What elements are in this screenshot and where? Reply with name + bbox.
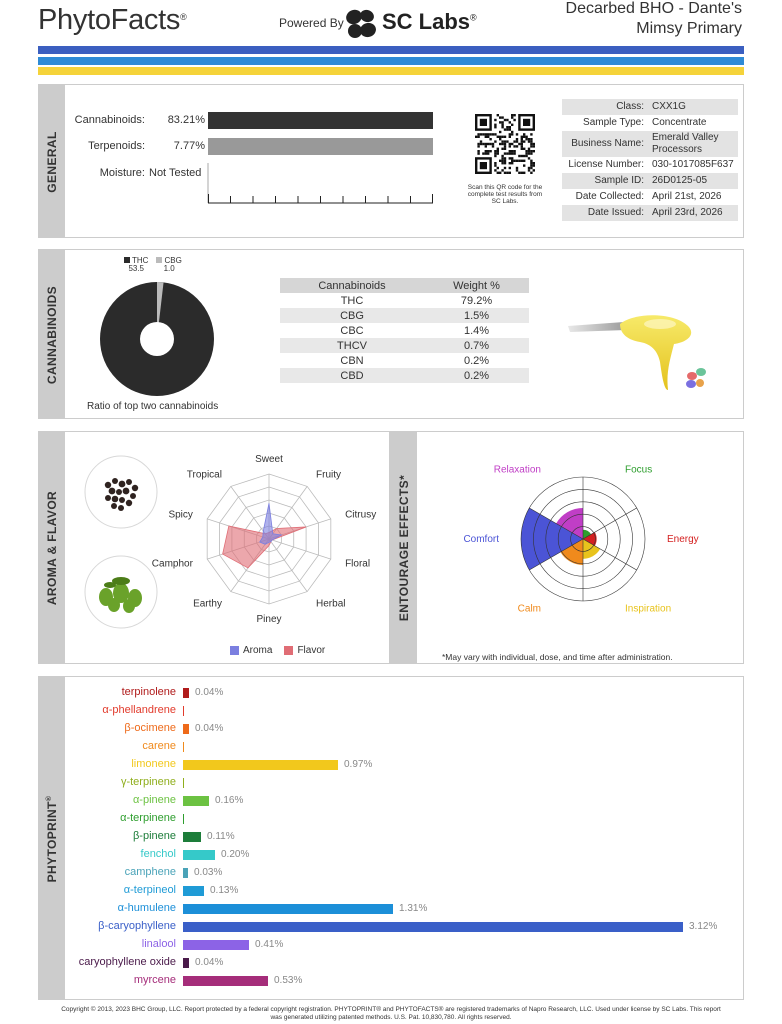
- cannabinoid-weight-table: [280, 278, 529, 383]
- cannabinoid-name-cell: THC: [340, 294, 364, 307]
- legend-aroma-label: Aroma: [243, 645, 273, 656]
- sample-info-value: 26D0125-05: [648, 173, 738, 189]
- sample-info-row: [562, 115, 738, 131]
- terpene-name: γ-terpinene: [120, 776, 176, 788]
- sample-info-value: Concentrate: [652, 117, 707, 128]
- terpene-name: β-caryophyllene: [98, 920, 176, 932]
- general-sidebar: [39, 85, 65, 237]
- cannabinoid-weight-cell: 79.2%: [460, 294, 493, 307]
- entourage-section-label: [397, 475, 411, 621]
- terpene-value: 0.53%: [274, 975, 303, 986]
- radar-axis-label: Earthy: [193, 598, 222, 610]
- legend-swatch-aroma: [230, 646, 239, 655]
- cannabinoids-bar: [208, 112, 433, 129]
- radar-axis-label: Floral: [345, 558, 371, 570]
- sample-info-key: Class:: [562, 99, 648, 115]
- cannabinoid-table-row: [280, 323, 529, 338]
- legend-swatch-flavor: [284, 646, 293, 655]
- terpene-value: 0.03%: [194, 867, 223, 878]
- terpene-bar: [183, 976, 268, 986]
- cannabinoid-table-header-cell: Weight %: [424, 278, 529, 293]
- cannabinoid-donut-chart: [96, 278, 218, 400]
- entourage-sidebar: [391, 432, 417, 663]
- cannabinoid-weight-cell: 0.2%: [424, 368, 529, 383]
- terpene-bar: [183, 886, 204, 896]
- pie-legend: [124, 257, 182, 273]
- cannabinoids-sidebar: [39, 250, 65, 418]
- aroma-flavor-panel: [38, 431, 390, 664]
- sample-info-key: Business Name:: [562, 131, 648, 157]
- cannabinoid-weight-cell: 1.4%: [463, 324, 490, 337]
- radar-axis-label: Citrusy: [345, 509, 377, 521]
- pie-legend-cbg: [156, 257, 181, 273]
- terpene-name: α-humulene: [117, 902, 176, 914]
- legend-name-cbg: CBG: [164, 256, 182, 265]
- sample-info-key: Date Issued:: [562, 205, 648, 221]
- terpene-bar: [183, 958, 189, 968]
- legend-swatch-thc: [124, 257, 130, 263]
- footer-line1: Copyright © 2013, 2023 BHC Group, LLC. Report protected by a federal copyright registration. PHYTOPRINT® and PHYTOFACTS® are registered trademarks of Napro Research, LLC. Used under license by SC Labs. This report: [61, 1006, 721, 1013]
- cannabinoids-section-label: CANNABINOIDS: [45, 285, 59, 385]
- terpene-name: fenchol: [140, 848, 176, 860]
- cannabinoid-name-cell: CBN: [340, 354, 364, 367]
- terpene-name: camphene: [124, 866, 176, 878]
- cannabinoid-table-header: [280, 278, 529, 293]
- concentrate-dab-tool-image: [564, 300, 714, 400]
- terpene-value: 0.13%: [210, 885, 239, 896]
- radar-axis-label: Piney: [256, 614, 282, 625]
- cannabinoid-table-row: [280, 353, 529, 368]
- terpene-bar: [183, 742, 184, 752]
- terpene-bar: [183, 706, 184, 716]
- aroma-section-label: AROMA & FLAVOR: [45, 490, 59, 606]
- product-name-line2: Mimsy Primary: [636, 20, 742, 37]
- terpene-name: linalool: [141, 938, 176, 950]
- cannabinoid-name-cell: THCV: [280, 338, 424, 353]
- rose-effect-label: Inspiration: [625, 603, 672, 615]
- terpene-bar: [183, 832, 201, 842]
- rose-effect-label: Relaxation: [493, 464, 541, 476]
- terpenoids-value: 7.77%: [173, 140, 205, 152]
- sample-info-value: April 23rd, 2026: [648, 205, 738, 221]
- terpene-bar: [183, 922, 683, 932]
- radar-axis-label: Fruity: [316, 469, 342, 481]
- terpene-name: terpinolene: [121, 686, 176, 698]
- phytoprint-label-text: PHYTOPRINT: [45, 801, 59, 883]
- product-name: [566, 0, 742, 39]
- aroma-flavor-radar-chart: [151, 454, 377, 634]
- terpene-value: 0.16%: [215, 795, 244, 806]
- pie-legend-thc: [124, 257, 148, 273]
- entourage-label-mark: *: [397, 474, 411, 480]
- legend-name-thc: THC: [132, 256, 149, 265]
- radar-axis-label: Herbal: [316, 598, 346, 610]
- rose-effect-label: Focus: [625, 464, 653, 476]
- header-stripe-yellow: [38, 67, 744, 75]
- legend-flavor-label: Flavor: [297, 645, 326, 656]
- sample-info-row: [562, 99, 738, 115]
- terpene-bar: [183, 760, 338, 770]
- terpenoids-label: Terpenoids:: [88, 140, 145, 152]
- terpene-value: 1.31%: [399, 903, 428, 914]
- qr-code-icon[interactable]: [475, 114, 535, 174]
- phytoprint-sidebar: [39, 677, 65, 999]
- moisture-label: Moisture:: [99, 167, 145, 179]
- cannabinoid-weight-cell: 0.2%: [463, 354, 490, 367]
- terpene-value: 0.04%: [195, 957, 224, 968]
- cannabinoid-table-row: [280, 368, 529, 383]
- terpene-name: carene: [142, 740, 176, 752]
- legend-swatch-cbg: [156, 257, 162, 263]
- terpene-name: α-pinene: [132, 794, 176, 806]
- terpene-name: α-terpineol: [123, 884, 176, 896]
- terpene-bar: [183, 688, 189, 698]
- qr-caption: Scan this QR code for the complete test results from SC Labs.: [467, 184, 543, 205]
- footer-line2: was generated utilizing patented methods. U.S. Pat. 10,830,780. All rights reserved.: [270, 1014, 512, 1021]
- terpene-bar: [183, 940, 249, 950]
- sample-info-row: [562, 157, 738, 173]
- rose-effect-label: Energy: [667, 534, 699, 545]
- cannabinoids-label: Cannabinoids:: [74, 114, 145, 126]
- cannabinoids-value: 83.21%: [167, 114, 205, 126]
- lab-mark: ®: [470, 12, 477, 23]
- copyright-footer: [20, 1006, 762, 1022]
- terpene-value: 0.11%: [207, 831, 235, 842]
- powered-by-label: Powered By: [279, 16, 344, 30]
- terpene-bar: [183, 904, 393, 914]
- cannabinoid-name-cell: CBC: [340, 324, 364, 337]
- sample-info-row: [562, 205, 738, 221]
- rose-effect-label: Calm: [517, 603, 541, 615]
- terpene-name: β-pinene: [132, 830, 176, 842]
- header-stripe-blue-1: [38, 46, 744, 54]
- cannabinoid-weight-cell: 1.5%: [424, 308, 529, 323]
- ratio-caption: Ratio of top two cannabinoids: [87, 401, 219, 412]
- radar-axis-label: Tropical: [186, 469, 222, 481]
- terpene-bar: [183, 868, 188, 878]
- terpene-bar: [183, 850, 215, 860]
- sample-info-key: License Number:: [568, 159, 644, 170]
- moisture-value: Not Tested: [149, 167, 202, 179]
- phytoprint-section-label: [45, 796, 59, 883]
- brand-title: [38, 4, 186, 37]
- cannabinoid-name-cell: CBD: [280, 368, 424, 383]
- terpene-value: 0.04%: [195, 687, 224, 698]
- aroma-sidebar: [39, 432, 65, 663]
- brand-mark: ®: [180, 12, 187, 22]
- sample-info-value: 030-1017085F637: [652, 159, 734, 170]
- terpene-name: caryophyllene oxide: [78, 956, 176, 968]
- terpene-value: 0.20%: [221, 849, 250, 860]
- sc-labs-wordmark: [382, 9, 477, 35]
- sample-info-row: [562, 173, 738, 189]
- brand-name: PhytoFacts: [38, 4, 181, 36]
- general-scale-axis: [208, 163, 438, 207]
- sample-info-key: Sample ID:: [562, 173, 648, 189]
- rose-effect-label: Comfort: [463, 534, 499, 545]
- cannabinoid-name-cell: CBG: [280, 308, 424, 323]
- legend-value-thc: 53.5: [128, 264, 145, 273]
- phytoprint-label-mark: ®: [46, 795, 53, 802]
- hops-image: [84, 555, 158, 629]
- legend-value-cbg: 1.0: [163, 264, 175, 273]
- entourage-label-text: ENTOURAGE EFFECTS: [397, 479, 411, 622]
- terpene-name: myrcene: [133, 974, 176, 986]
- terpene-bar: [183, 796, 209, 806]
- radar-spoke: [269, 539, 307, 592]
- sample-info-value: April 21st, 2026: [652, 191, 722, 202]
- terpene-name: α-terpinene: [120, 812, 176, 824]
- lab-name: SC Labs: [382, 9, 471, 34]
- terpene-value: 0.41%: [255, 939, 284, 950]
- sc-labs-logo-icon: [344, 8, 378, 40]
- donut-hole: [140, 322, 174, 356]
- sample-info-row: [562, 189, 738, 205]
- entourage-effects-panel: [390, 431, 744, 664]
- peppercorn-image: [84, 455, 158, 529]
- cannabinoid-table-row: [280, 293, 529, 308]
- cannabinoid-table-row: [280, 308, 529, 323]
- terpene-name: α-phellandrene: [102, 704, 176, 716]
- header-stripe-blue-2: [38, 57, 744, 65]
- terpene-value: 0.04%: [195, 723, 224, 734]
- terpene-name: limonene: [131, 758, 176, 770]
- sample-info-value: CXX1G: [648, 99, 738, 115]
- general-section-label: GENERAL: [45, 131, 59, 193]
- rose-spoke: [583, 508, 637, 539]
- sample-info-row: [562, 131, 738, 157]
- terpene-value: 0.97%: [344, 759, 373, 770]
- terpene-bar: [183, 778, 184, 788]
- terpene-name: β-ocimene: [124, 722, 176, 734]
- terpene-bar: [183, 724, 189, 734]
- radar-axis-label: Sweet: [255, 454, 283, 465]
- radar-spoke: [269, 539, 331, 559]
- radar-legend: [230, 645, 325, 656]
- general-panel: [38, 84, 744, 238]
- entourage-note: *May vary with individual, dose, and time after administration.: [442, 652, 673, 662]
- sample-info-key: Sample Type:: [583, 117, 644, 128]
- radar-axis-label: Spicy: [168, 509, 193, 521]
- terpenoids-bar: [208, 138, 433, 155]
- sample-info-value: Emerald Valley Processors: [648, 131, 738, 157]
- cannabinoid-weight-cell: 0.7%: [424, 338, 529, 353]
- terpene-value: 3.12%: [689, 921, 718, 932]
- radar-axis-label: Camphor: [151, 558, 193, 570]
- cannabinoids-panel: [38, 249, 744, 419]
- cannabinoid-table-header-cell: Cannabinoids: [280, 278, 424, 293]
- terpene-bar: [183, 814, 184, 824]
- product-name-line1: Decarbed BHO - Dante's: [565, 0, 742, 17]
- entourage-effects-rose-chart: [465, 461, 705, 621]
- sample-info-table: [562, 99, 738, 221]
- cannabinoid-table-row: [280, 338, 529, 353]
- sample-info-key: Date Collected:: [575, 191, 644, 202]
